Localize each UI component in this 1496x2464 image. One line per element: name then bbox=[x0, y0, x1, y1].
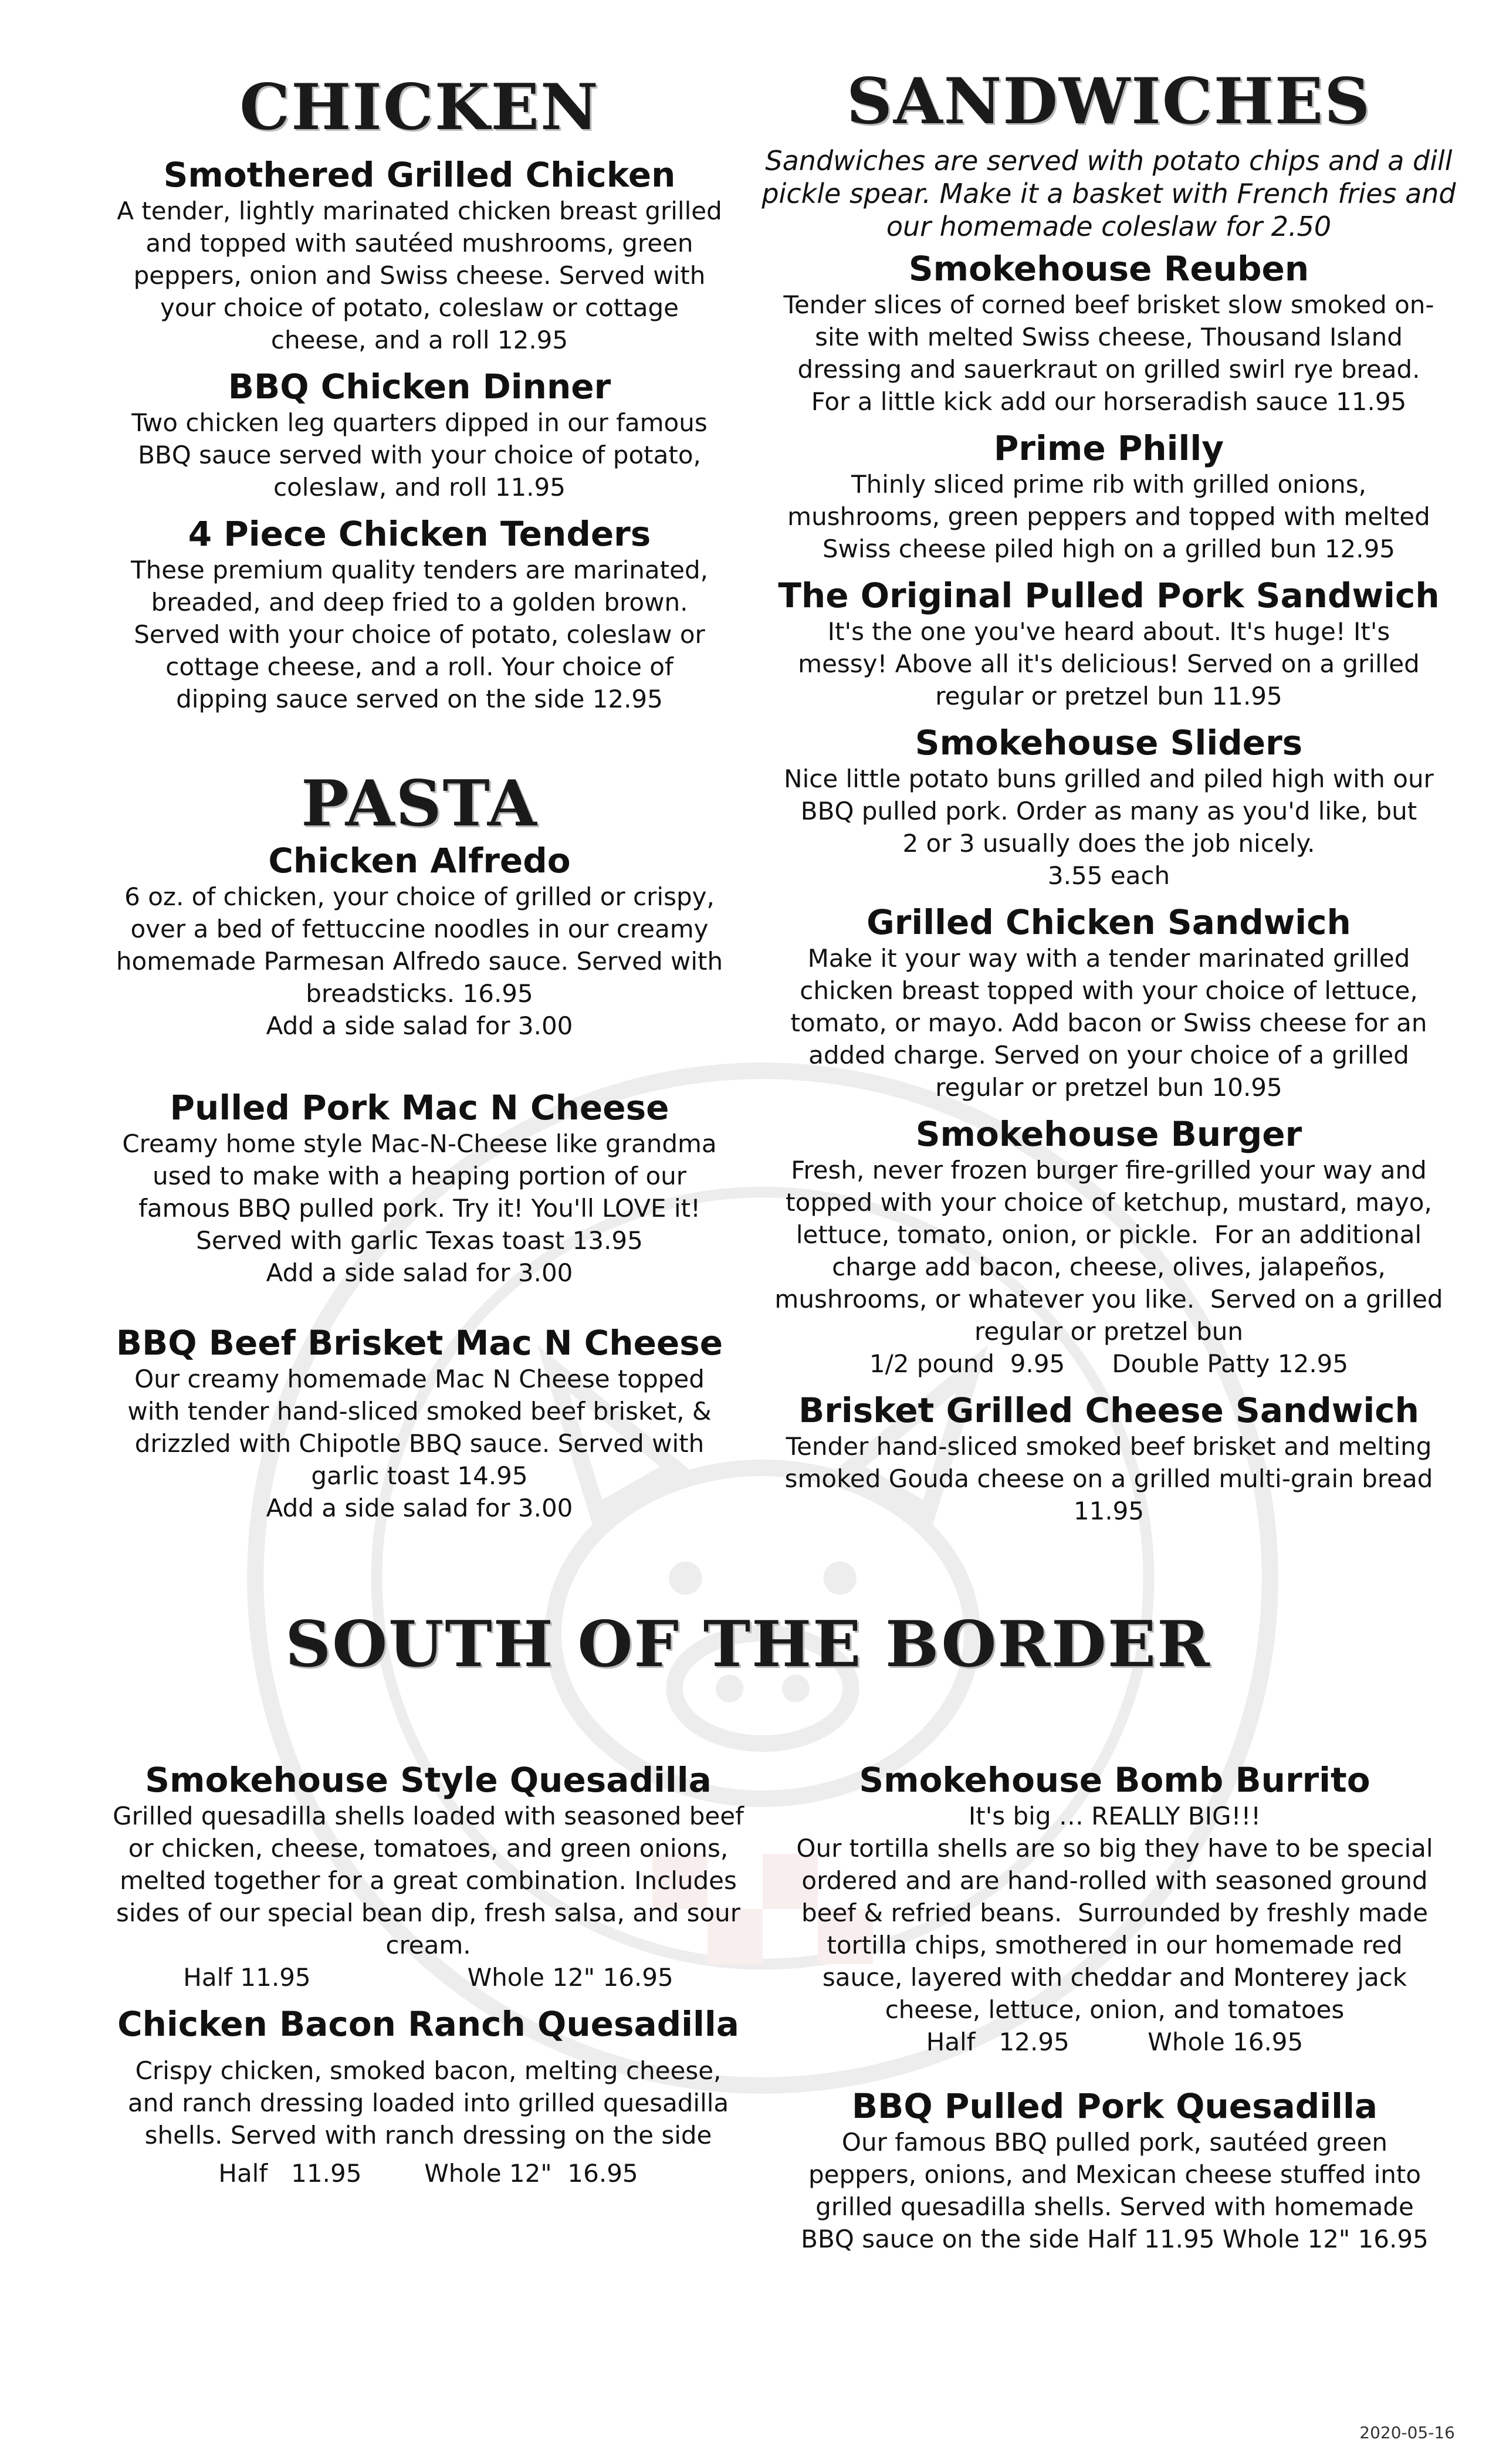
menu-item bbox=[757, 723, 1461, 892]
item-description: Crispy chicken, smoked bacon, melting cheese, and ranch dressing loaded into grilled quesadilla shells. Served with ranch dressing on the side bbox=[127, 2056, 729, 2150]
item-description: Nice little potato buns grilled and piled high with our BBQ pulled pork. Order as many as you'd like, but 2 or 3 usually does the job nicely. 3.55 each bbox=[784, 764, 1434, 890]
item-name: Smokehouse Style Quesadilla bbox=[145, 1760, 712, 1800]
menu-item bbox=[88, 155, 751, 356]
item-description: 6 oz. of chicken, your choice of grilled or crispy, over a bed of fettuccine noodles in our creamy homemade Parmesan Alfredo sauce. Served with breadsticks. 16.95 Add a side salad for 3.00 bbox=[116, 882, 723, 1040]
item-name: Chicken Alfredo bbox=[268, 841, 571, 881]
pasta-section-title: PASTA bbox=[301, 767, 538, 841]
menu-item bbox=[88, 514, 751, 715]
item-description: Thinly sliced prime rib with grilled onions, mushrooms, green peppers and topped with melted Swiss cheese piled high on a grilled bun 12.95 bbox=[787, 470, 1430, 563]
south-section-header bbox=[0, 1607, 1496, 1681]
left-column bbox=[88, 70, 751, 1535]
menu-item bbox=[757, 1114, 1461, 1380]
south-right-column bbox=[763, 1760, 1467, 2266]
item-description: A tender, lightly marinated chicken breast grilled and topped with sautéed mushrooms, green peppers, onion and Swiss cheese. Served with your choice of potato, coleslaw or cottage cheese, and a roll 12.95 bbox=[117, 197, 722, 354]
item-name: 4 Piece Chicken Tenders bbox=[188, 514, 651, 554]
item-description: Creamy home style Mac-N-Cheese like grandma used to make with a heaping portion of our famous BBQ pulled pork. Try it! You'll LOVE it! Served with garlic Texas toast 13.95 Add a side salad for 3.00 bbox=[122, 1129, 717, 1287]
south-left-column bbox=[23, 1760, 833, 2200]
item-description: It's big … REALLY BIG!!! Our tortilla shells are so big they have to be special ordered and are hand-rolled with seasoned ground beef & refried beans. Surrounded by freshly made tortilla chips, smothered in our homemade red sauce, layered with cheddar and Monterey jack cheese, lettuce, onion, and tomatoes Half 12.95 Whole 16.95 bbox=[796, 1802, 1433, 2056]
item-description: Two chicken leg quarters dipped in our famous BBQ sauce served with your choice of potato, coleslaw, and roll 11.95 bbox=[131, 408, 708, 502]
item-name: Smokehouse Bomb Burrito bbox=[859, 1760, 1370, 1800]
menu-item bbox=[757, 576, 1461, 712]
menu-item bbox=[23, 2004, 833, 2189]
menu-item bbox=[763, 1760, 1467, 2058]
item-description: Tender slices of corned beef brisket slow smoked on- site with melted Swiss cheese, Thousand Island dressing and sauerkraut on grilled swirl rye bread. For a little kick add our horseradish sauce 11.95 bbox=[783, 290, 1434, 416]
menu-item bbox=[88, 367, 751, 503]
item-name: Smokehouse Burger bbox=[915, 1114, 1302, 1154]
item-name: Smokehouse Reuben bbox=[908, 249, 1309, 289]
menu-item bbox=[88, 841, 751, 1042]
menu-item bbox=[757, 428, 1461, 565]
menu-item bbox=[757, 249, 1461, 418]
item-name: Smothered Grilled Chicken bbox=[163, 155, 676, 195]
sandwiches-section-title: SANDWICHES bbox=[846, 65, 1372, 138]
menu-item bbox=[757, 1390, 1461, 1527]
print-date: 2020-05-16 bbox=[1359, 2423, 1455, 2442]
item-name: Chicken Bacon Ranch Quesadilla bbox=[117, 2004, 739, 2044]
item-description: Fresh, never frozen burger fire-grilled your way and topped with your choice of ketchup, mustard, mayo, lettuce, tomato, onion, or pickle. For an additional charge add bacon, cheese, olives, jalapeños, mushrooms, or whatever you like. Served on a grilled regular or pretzel bun 1/2 pound 9.95 Double Patty 12.95 bbox=[774, 1156, 1443, 1378]
item-name: Pulled Pork Mac N Cheese bbox=[170, 1088, 669, 1128]
item-description: Make it your way with a tender marinated grilled chicken breast topped with your choice of lettuce, tomato, or mayo. Add bacon or Swiss cheese for an added charge. Served on your choice of a grilled regular or pretzel bun 10.95 bbox=[790, 944, 1427, 1102]
item-name: BBQ Beef Brisket Mac N Cheese bbox=[116, 1323, 723, 1363]
menu-item bbox=[88, 1323, 751, 1524]
south-section-title: SOUTH OF THE BORDER bbox=[285, 1607, 1211, 1681]
item-name: Prime Philly bbox=[993, 428, 1224, 468]
chicken-section-title: CHICKEN bbox=[239, 70, 600, 144]
item-name: Brisket Grilled Cheese Sandwich bbox=[798, 1390, 1419, 1430]
item-name: BBQ Chicken Dinner bbox=[228, 367, 611, 407]
menu-item bbox=[757, 902, 1461, 1104]
item-price: Half 11.95 Whole 12" 16.95 bbox=[218, 2159, 638, 2188]
item-description: It's the one you've heard about. It's huge! It's messy! Above all it's delicious! Served on a grilled regular or pretzel bun 11.95 bbox=[798, 617, 1420, 710]
menu-item bbox=[23, 1760, 833, 1993]
item-name: Smokehouse Sliders bbox=[915, 723, 1303, 763]
item-name: BBQ Pulled Pork Quesadilla bbox=[851, 2086, 1378, 2126]
item-description: Our creamy homemade Mac N Cheese topped with tender hand-sliced smoked beef brisket, & drizzled with Chipotle BBQ sauce. Served with garlic toast 14.95 Add a side salad for 3.00 bbox=[127, 1365, 712, 1522]
menu-item bbox=[763, 2086, 1467, 2255]
item-price: Half 11.95 Whole 12" 16.95 bbox=[183, 1963, 673, 1992]
item-description: Our famous BBQ pulled pork, sautéed green peppers, onions, and Mexican cheese stuffed into grilled quesadilla shells. Served with homemade BBQ sauce on the side Half 11.95 Whole 12" 16.95 bbox=[801, 2128, 1429, 2253]
item-description: Grilled quesadilla shells loaded with seasoned beef or chicken, cheese, tomatoes, and green onions, melted together for a great combination. Includes sides of our special bean dip, fresh salsa, and sour cream. bbox=[113, 1802, 744, 1959]
right-column bbox=[757, 65, 1461, 1538]
item-description: These premium quality tenders are marinated, breaded, and deep fried to a golden brown. Served with your choice of potato, coleslaw or cottage cheese, and a roll. Your choice of dipping sauce served on the side 12.95 bbox=[131, 556, 708, 713]
item-name: Grilled Chicken Sandwich bbox=[867, 902, 1351, 942]
sandwiches-subtitle: Sandwiches are served with potato chips and a dill pickle spear. Make it a basket with French fries and our homemade coleslaw for 2.50 bbox=[761, 145, 1456, 242]
menu-item bbox=[88, 1088, 751, 1289]
item-description: Tender hand-sliced smoked beef brisket and melting smoked Gouda cheese on a grilled multi-grain bread 11.95 bbox=[784, 1432, 1433, 1525]
item-name: The Original Pulled Pork Sandwich bbox=[778, 576, 1440, 615]
